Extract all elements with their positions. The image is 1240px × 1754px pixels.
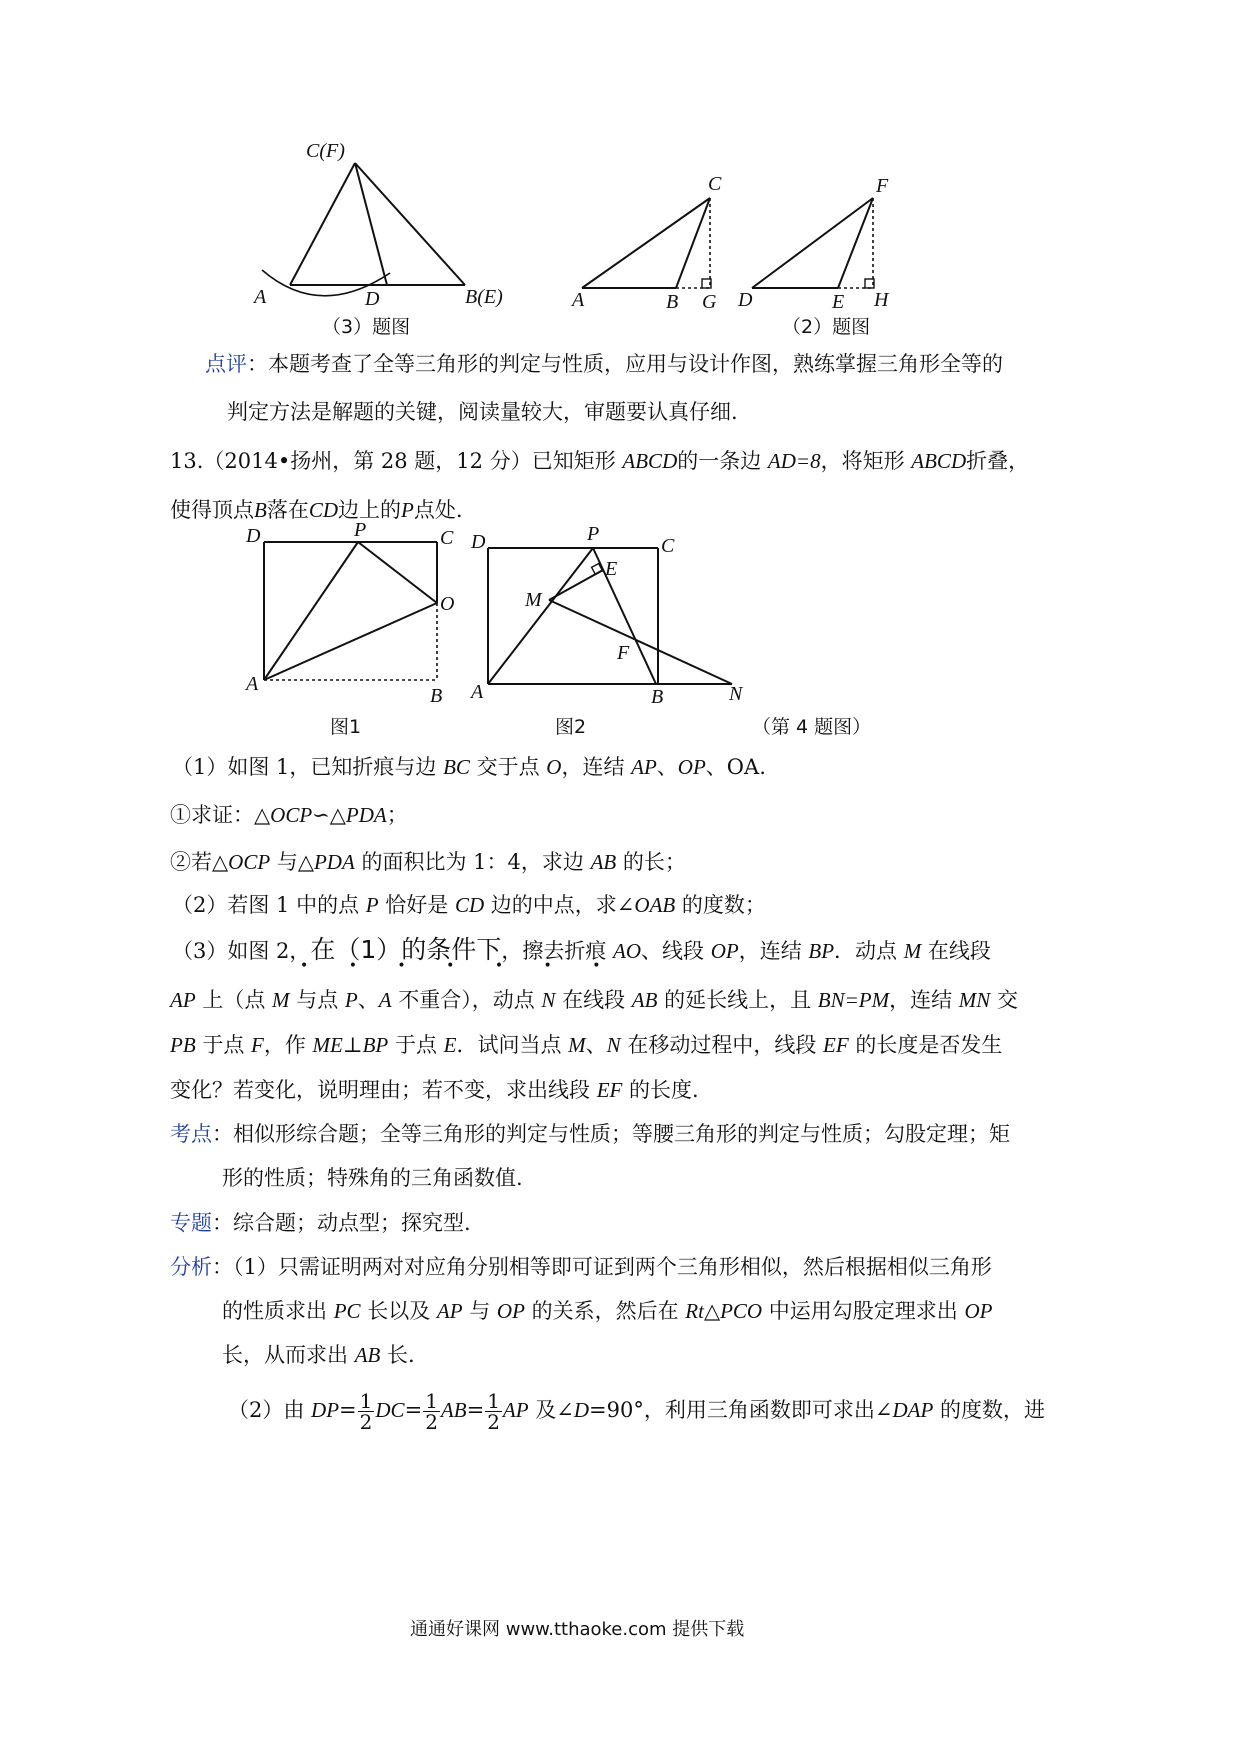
comment-line-1: 点评：本题考查了全等三角形的判定与性质，应用与设计作图，熟练掌握三角形全等的 (205, 352, 1003, 376)
emphasis-dots: • • • • • • • (300, 958, 619, 974)
svg-text:H: H (874, 289, 889, 311)
fenxi-line-3: 长，从而求出 AB 长. (222, 1343, 415, 1367)
caption-fig2-mid: 图2 (555, 716, 587, 738)
zhuanti-line: 专题：综合题；动点型；探究型. (170, 1211, 471, 1235)
svg-text:C: C (440, 527, 454, 549)
svg-text:D: D (738, 289, 753, 311)
problem-line-1: 13.（2014•扬州，第 28 题，12 分）已知矩形 ABCD的一条边 AD=8，将矩形 ABCD折叠， (170, 449, 1030, 473)
figure-note: （第 4 题图） (752, 716, 872, 738)
svg-text:E: E (605, 558, 618, 580)
fenxi-line-4: （2）由 DP= $\frac{1}{2}$ DC= $\frac{1}{2}$ AB= $\frac{1}{2}$ AP 及∠D=90°，利用三角函数即可求出∠DAP 的度数，进 (228, 1389, 1045, 1434)
svg-text:A: A (572, 289, 585, 311)
label-a: A (254, 286, 267, 308)
question-1: （1）如图 1，已知折痕与边 BC 交于点 O，连结 AP、OP、OA. (172, 755, 766, 779)
svg-text:D: D (471, 531, 486, 553)
kaodian-line-1: 考点：相似形综合题；全等三角形的判定与性质；等腰三角形的判定与性质；勾股定理；矩 (170, 1122, 1010, 1146)
fenxi-line-2: 的性质求出 PC 长以及 AP 与 OP 的关系，然后在 Rt△PCO 中运用勾股定理求出 OP (222, 1299, 993, 1323)
caption-fig1: 图1 (330, 716, 362, 738)
svg-text:A: A (246, 673, 259, 695)
label-be: B(E) (465, 286, 503, 308)
svg-text:O: O (440, 593, 455, 615)
svg-text:D: D (246, 525, 261, 547)
svg-text:E: E (832, 291, 845, 313)
kaodian-line-2: 形的性质；特殊角的三角函数值. (222, 1166, 523, 1190)
svg-text:G: G (702, 291, 717, 313)
question-3d: 变化？若变化，说明理由；若不变，求出线段 EF 的长度. (170, 1078, 699, 1102)
svg-text:N: N (729, 683, 743, 705)
problem-line-2: 使得顶点B落在CD边上的P点处. (170, 498, 463, 522)
svg-text:B: B (666, 291, 679, 313)
svg-text:F: F (876, 175, 889, 197)
question-1a: ①求证：△OCP∽△PDA； (170, 803, 408, 827)
comment-line-2: 判定方法是解题的关键，阅读量较大，审题要认真仔细. (227, 400, 738, 424)
svg-text:B: B (430, 685, 443, 707)
figure-2-rectangle (465, 520, 765, 710)
question-3b: AP 上（点 M 与点 P、A 不重合），动点 N 在线段 AB 的延长线上，且 BN=PM，连结 MN 交 (170, 988, 1018, 1012)
svg-text:P: P (587, 523, 600, 545)
fenxi-line-1: 分析：（1）只需证明两对对应角分别相等即可证到两个三角形相似，然后根据相似三角形 (170, 1255, 992, 1279)
svg-text:F: F (617, 642, 630, 664)
figure-3-triangle (254, 140, 590, 350)
caption-fig3: （3）题图 (322, 316, 411, 338)
svg-text:P: P (354, 519, 367, 541)
label-d: D (365, 288, 380, 310)
svg-text:C: C (661, 535, 675, 557)
fraction-half-2: $\frac{1}{2}$ (425, 1389, 438, 1434)
svg-text:A: A (471, 681, 484, 703)
question-2: （2）若图 1 中的点 P 恰好是 CD 边的中点，求∠OAB 的度数； (172, 893, 766, 917)
question-3: （3）如图 2，在（1）的条件下，擦去折痕 AO、线段 OP，连结 BP．动点 M 在线段 (172, 935, 991, 964)
svg-text:M: M (525, 589, 542, 611)
fraction-half-1: $\frac{1}{2}$ (359, 1389, 373, 1434)
fraction-half-3: $\frac{1}{2}$ (487, 1389, 500, 1434)
svg-text:C: C (708, 173, 722, 195)
question-3c: PB 于点 F，作 ME⊥BP 于点 E．试问当点 M、N 在移动过程中，线段 EF 的长度是否发生 (170, 1033, 1003, 1057)
svg-text:B: B (651, 686, 664, 708)
page-footer: 通通好课网 www.tthaoke.com 提供下载 (410, 1619, 745, 1640)
label-cf: C(F) (306, 140, 345, 162)
question-1b: ②若△OCP 与△PDA 的面积比为 1：4，求边 AB 的长； (170, 850, 686, 874)
caption-fig2-top: （2）题图 (782, 316, 871, 338)
figure-1-rectangle (240, 520, 470, 710)
figure-2-triangles (570, 170, 910, 320)
